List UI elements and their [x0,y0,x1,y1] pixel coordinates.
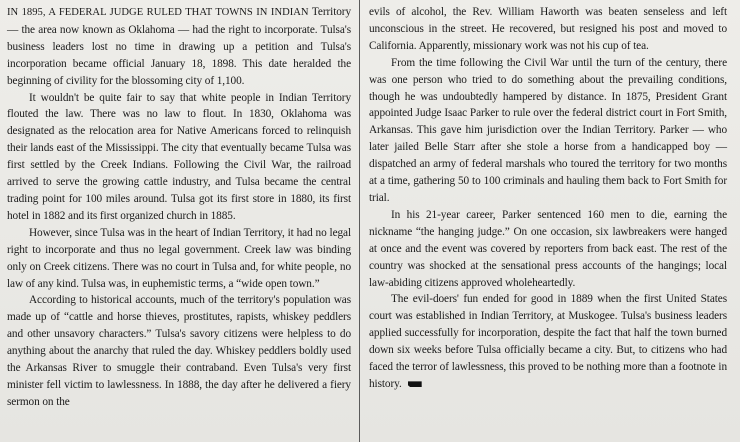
column-divider [359,0,360,442]
paragraph-2: It wouldn't be quite fair to say that white people in Indian Territory flouted the law. There was no law to flout. In 1830, Oklahoma was designated as the relocation area for Native Americans forced to relinquish their lands east of the Mississippi. The city that eventually became Tulsa was first settled by the Creek Indians. Following the Civil War, the railroad arrived to serve the growing cattle industry, and Tulsa became the central trading point for 100 miles around. Tulsa got its first store in 1880, its first hotel in 1882 and its first organized church in 1885. [7,91,351,222]
paragraph-5: From the time following the Civil War until the turn of the century, there was one person who tried to do something about the prevailing conditions, though he was undoubtedly hampered by distance. In 1875, President Grant appointed Judge Isaac Parker to rule over the federal district court in Fort Smith, Arkansas. This gave him jurisdiction over the Indian Territory. Parker — who later jailed Belle Starr after she stole a horse from a handicapped boy — dispatched an army of federal marshals who toured the territory for two months at a time, gathering 50 to 100 criminals and hauling them back to Fort Smith for trial. [369,56,727,204]
paragraph-6: In his 21-year career, Parker sentenced 160 men to die, earning the nickname “the hanging judge.” On one occasion, six lawbreakers were hanged at once and the event was covered by reporters from back east. The rest of the country was shocked at the sensational press accounts of the hangings; local law-abiding citizens approved wholeheartedly. [369,208,727,289]
right-column [369,4,727,393]
paragraph-3: However, since Tulsa was in the heart of Indian Territory, it had no legal right to incorporate and thus no legal government. Creek law was binding only on Creek citizens. There was no court in Tulsa and, for white people, no law of any kind. Tulsa was, in euphemistic terms, a “wide open town.” [7,226,351,290]
paragraph-1-text: Territory — the area now known as Oklahoma — had the right to incorporate. Tulsa's business leaders lost no time in drawing up a petition and Tulsa's incorporation became official January 18, 1898. This date heralded the beginning of civility for the blossoming city of 1,100. [7,6,351,87]
paragraph-1 [7,4,351,90]
paragraph-4-continued: evils of alcohol, the Rev. William Haworth was beaten senseless and left unconscious in the street. He recovered, but resigned his post and moved to California. Apparently, missionary work was not his cup of tea. [369,6,727,52]
paragraph-4: According to historical accounts, much of the territory's population was made up of “cattle and horse thieves, prostitutes, rapists, whiskey peddlers and other unsavory characters.” Tulsa's savory citizens were helpless to do anything about the anarchy that ruled the day. Whiskey peddlers boldly used the Arkansas River to smuggle their contraband. Even Tulsa's very first minister fell victim to lawlessness. In 1888, the day after he delivered a fiery sermon on the [7,294,351,408]
paragraph-7-text: The evil-doers' fun ended for good in 1889 when the first United States court was established in Indian Territory, at Muskogee. Tulsa's business leaders applied successfully for incorporation, despite the fact that half the town burned down six weeks before Tulsa officially became a city. But, to citizens who had faced the terror of lawlessness, this proved to be nothing more than a footnote in history. [369,293,727,390]
lead-in: IN 1895, A FEDERAL JUDGE RULED THAT TOWNS IN INDIAN [7,7,309,18]
left-column [7,4,351,411]
end-mark-icon [408,381,422,387]
paragraph-7 [369,291,727,392]
